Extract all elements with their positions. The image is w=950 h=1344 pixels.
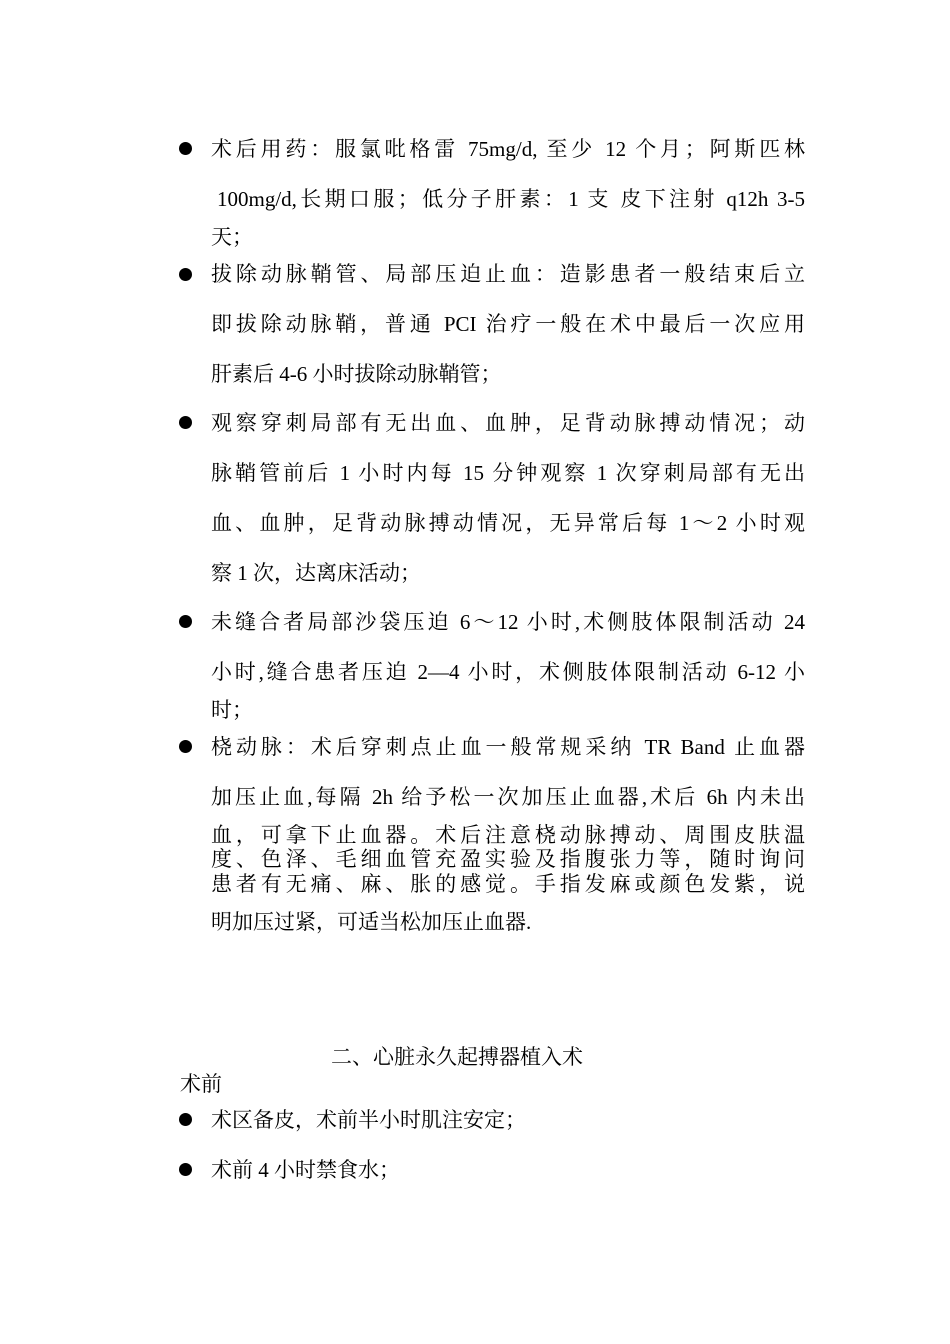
subheading: 术前 (180, 1072, 222, 1096)
text-line: 天； (211, 225, 253, 249)
text-line: 血，可拿下止血器。术后注意桡动脉搏动、周围皮肤温 (211, 823, 805, 847)
bullet-icon (179, 740, 192, 753)
text-line: 肝素后 4-6 小时拔除动脉鞘管； (211, 362, 502, 386)
text-line: 度、色泽、毛细血管充盈实验及指腹张力等，随时询问 (211, 847, 805, 871)
text-line: 血、血肿，足背动脉搏动情况，无异常后每 1～2 小时观 (211, 511, 805, 535)
text-line: 察 1 次，达离床活动； (211, 561, 421, 585)
bullet-icon (179, 1163, 192, 1176)
text-line: 小时,缝合患者压迫 2—4 小时，术侧肢体限制活动 6-12 小 (211, 660, 805, 684)
text-line: 时； (211, 698, 253, 722)
text-line: 即拔除动脉鞘，普通 PCI 治疗一般在术中最后一次应用 (211, 312, 805, 336)
text-line: 明加压过紧，可适当松加压止血器. (211, 910, 532, 934)
bullet-icon (179, 615, 192, 628)
text-line: 脉鞘管前后 1 小时内每 15 分钟观察 1 次穿刺局部有无出 (211, 461, 805, 485)
text-line: 拔除动脉鞘管、局部压迫止血：造影患者一般结束后立 (211, 262, 805, 286)
bullet-icon (179, 1113, 192, 1126)
bullet-icon (179, 416, 192, 429)
text-line: 术前 4 小时禁食水； (211, 1158, 400, 1182)
text-line: 未缝合者局部沙袋压迫 6～12 小时,术侧肢体限制活动 24 (211, 610, 805, 634)
text-line: 加压止血,每隔 2h 给予松一次加压止血器,术后 6h 内未出 (211, 785, 805, 809)
text-line: 观察穿刺局部有无出血、血肿，足背动脉搏动情况；动 (211, 411, 805, 435)
text-line: 桡动脉：术后穿刺点止血一般常规采纳 TR Band 止血器 (211, 735, 805, 759)
text-line: 100mg/d,长期口服；低分子肝素：1 支 皮下注射 q12h 3-5 (217, 187, 805, 211)
bullet-icon (179, 142, 192, 155)
section-title: 二、心脏永久起搏器植入术 (331, 1045, 583, 1069)
text-line: 术后用药：服氯吡格雷 75mg/d, 至少 12 个月；阿斯匹林 (211, 137, 805, 161)
text-line: 患者有无痛、麻、胀的感觉。手指发麻或颜色发紫，说 (211, 872, 805, 896)
bullet-icon (179, 268, 192, 281)
text-line: 术区备皮，术前半小时肌注安定； (211, 1108, 526, 1132)
